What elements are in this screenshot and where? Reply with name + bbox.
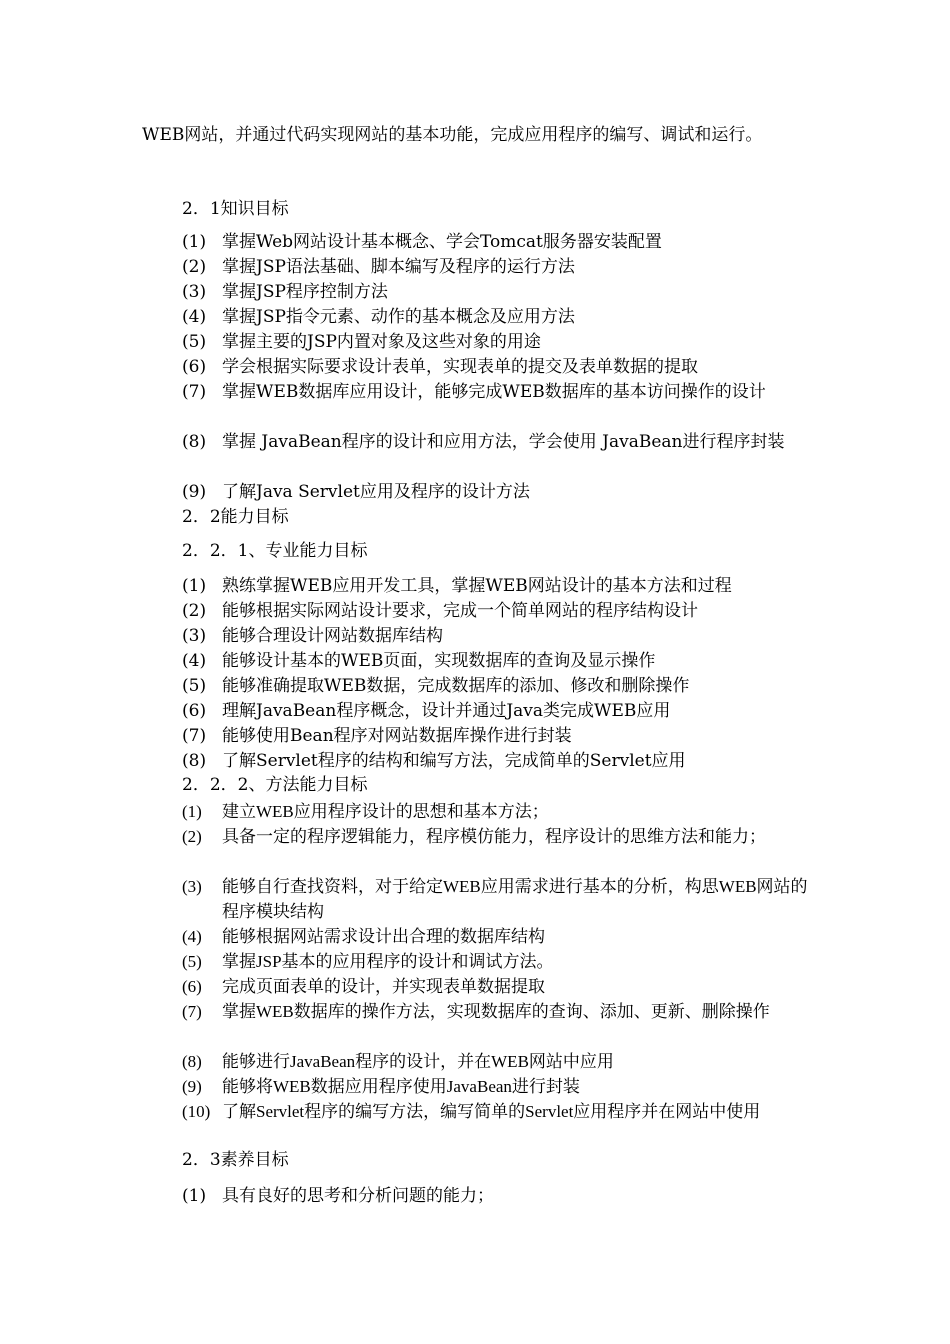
- item-number: (5): [182, 332, 207, 352]
- item-number: (8): [182, 751, 207, 771]
- item-text: 掌握JSP基本的应用程序的设计和调试方法。: [222, 952, 554, 971]
- item-text: 能够合理设计网站数据库结构: [222, 626, 443, 646]
- item-number: (7): [182, 1002, 202, 1021]
- item-text: 能够进行JavaBean程序的设计，并在WEB网站中应用: [222, 1052, 614, 1071]
- item-number: (1): [182, 232, 207, 252]
- item-number: (4): [182, 307, 207, 327]
- section-2-3-heading: 2．3素养目标: [182, 1150, 289, 1170]
- item-number: (1): [182, 802, 202, 821]
- item-number: (5): [182, 676, 207, 696]
- item-text: 熟练掌握WEB应用开发工具，掌握WEB网站设计的基本方法和过程: [222, 576, 732, 596]
- item-number: (5): [182, 952, 202, 971]
- item-text: 掌握Web网站设计基本概念、学会Tomcat服务器安装配置: [222, 232, 662, 252]
- section-2-2-1-heading: 2．2．1、专业能力目标: [182, 541, 368, 561]
- item-text: 建立WEB应用程序设计的思想和基本方法；: [222, 802, 549, 821]
- item-number: (7): [182, 382, 207, 402]
- item-text: 掌握 JavaBean程序的设计和应用方法，学会使用 JavaBean进行程序封装: [222, 432, 785, 452]
- item-text: 能够根据网站需求设计出合理的数据库结构: [222, 927, 545, 946]
- item-number: (2): [182, 257, 207, 277]
- item-text: 能够准确提取WEB数据，完成数据库的添加、修改和删除操作: [222, 676, 690, 696]
- section-2-2-heading: 2．2能力目标: [182, 507, 289, 527]
- item-text: 掌握JSP语法基础、脚本编写及程序的运行方法: [222, 257, 575, 277]
- item-number: (1): [182, 576, 207, 596]
- item-number: (9): [182, 1077, 202, 1096]
- item-number: (9): [182, 482, 207, 502]
- item-number: (6): [182, 701, 207, 721]
- item-number: (10): [182, 1102, 211, 1121]
- item-text: 理解JavaBean程序概念，设计并通过Java类完成WEB应用: [222, 701, 671, 721]
- item-text: 能够使用Bean程序对网站数据库操作进行封装: [222, 726, 572, 746]
- item-text: 了解Servlet程序的编写方法，编写简单的Servlet应用程序并在网站中使用: [222, 1102, 761, 1121]
- item-text: 学会根据实际要求设计表单，实现表单的提交及表单数据的提取: [222, 357, 698, 377]
- item-text: 掌握JSP指令元素、动作的基本概念及应用方法: [222, 307, 575, 327]
- item-text: 能够设计基本的WEB页面，实现数据库的查询及显示操作: [222, 651, 656, 671]
- item-number: (3): [182, 877, 202, 896]
- item-text: 能够将WEB数据应用程序使用JavaBean进行封装: [222, 1077, 580, 1096]
- item-number: (3): [182, 626, 207, 646]
- item-text: 掌握主要的JSP内置对象及这些对象的用途: [222, 332, 541, 352]
- item-number: (4): [182, 927, 202, 946]
- item-text: 了解Servlet程序的结构和编写方法，完成简单的Servlet应用: [222, 751, 686, 771]
- section-2-1-heading: 2．1知识目标: [182, 199, 289, 219]
- section-2-2-2-heading: 2．2．2、方法能力目标: [182, 775, 368, 795]
- item-text: 掌握JSP程序控制方法: [222, 282, 388, 302]
- item-number: (7): [182, 726, 207, 746]
- item-number: (6): [182, 357, 207, 377]
- item-number: (1): [182, 1186, 207, 1206]
- item-number: (2): [182, 827, 202, 846]
- item-text: 具备一定的程序逻辑能力，程序模仿能力，程序设计的思维方法和能力；: [222, 827, 766, 846]
- item-text: 能够自行查找资料，对于给定WEB应用需求进行基本的分析，构思WEB网站的程序模块结构: [222, 877, 808, 921]
- item-number: (3): [182, 282, 207, 302]
- item-text: 了解Java Servlet应用及程序的设计方法: [222, 482, 530, 502]
- item-text: 掌握WEB数据库的操作方法，实现数据库的查询、添加、更新、删除操作: [222, 1002, 770, 1021]
- item-number: (8): [182, 1052, 202, 1071]
- intro-paragraph: WEB网站，并通过代码实现网站的基本功能，完成应用程序的编写、调试和运行。: [142, 125, 763, 145]
- item-text: 完成页面表单的设计，并实现表单数据提取: [222, 977, 545, 996]
- item-text: 掌握WEB数据库应用设计，能够完成WEB数据库的基本访问操作的设计: [222, 382, 766, 402]
- item-text: 具有良好的思考和分析问题的能力；: [222, 1186, 494, 1206]
- item-text: 能够根据实际网站设计要求，完成一个简单网站的程序结构设计: [222, 601, 698, 621]
- item-number: (8): [182, 432, 207, 452]
- item-number: (6): [182, 977, 202, 996]
- item-number: (4): [182, 651, 207, 671]
- item-number: (2): [182, 601, 207, 621]
